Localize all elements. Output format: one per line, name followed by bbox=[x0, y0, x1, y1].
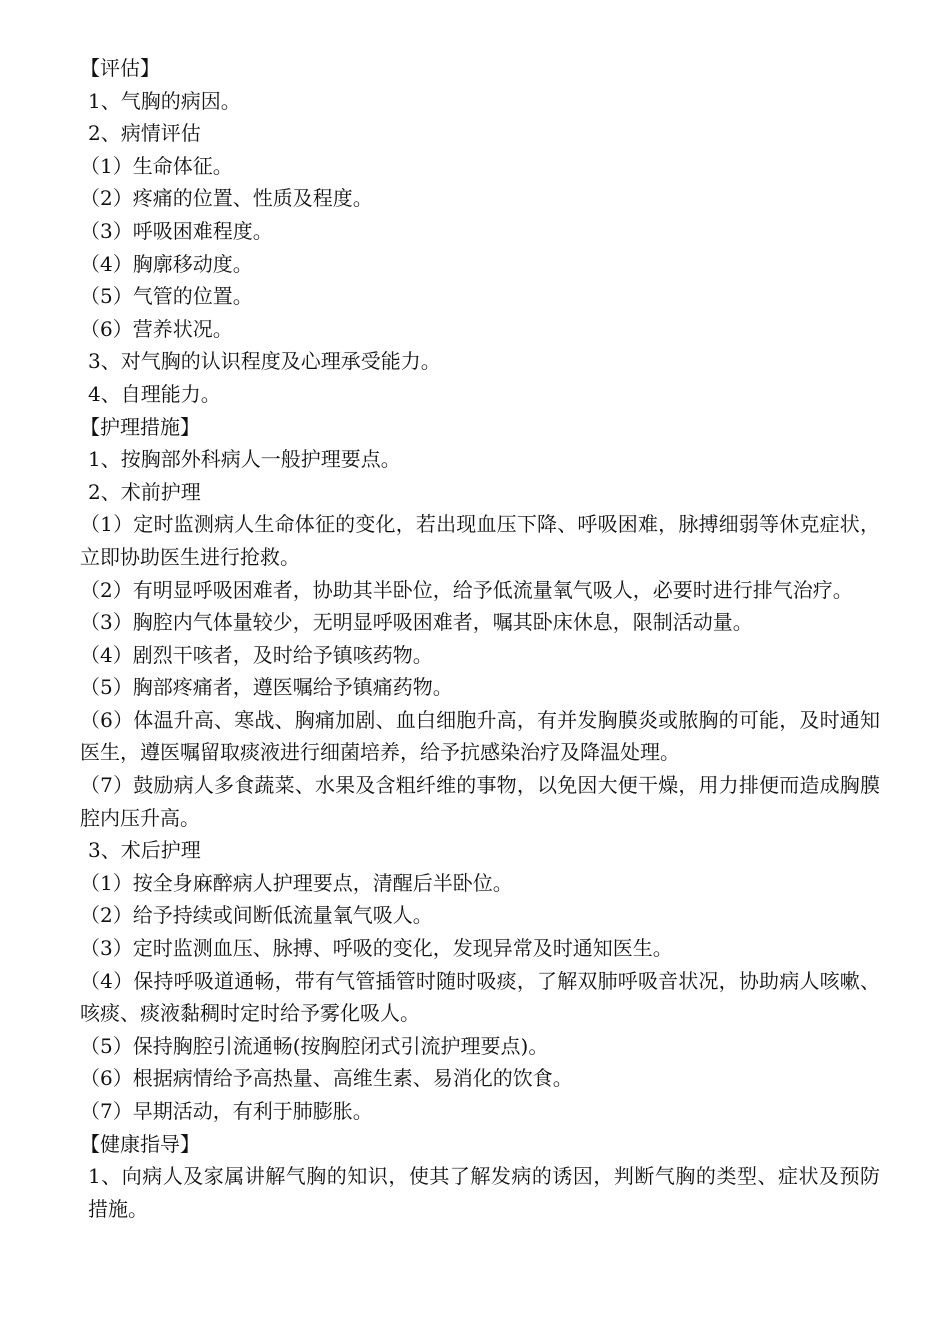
nursing-preop-item-6: （6）体温升高、寒战、胸痛加剧、血白细胞升高，有并发胸膜炎或脓胸的可能，及时通知医生，遵医嘱留取痰液进行细菌培养，给予抗感染治疗及降温处理。 bbox=[80, 707, 880, 765]
assessment-item-2-3: （3）呼吸困难程度。 bbox=[80, 218, 273, 243]
section-heading-assessment: 【评估】 bbox=[80, 56, 160, 80]
nursing-postop-item-5: （5）保持胸腔引流通畅(按胸腔闭式引流护理要点)。 bbox=[80, 1033, 549, 1058]
assessment-item-4: 4、自理能力。 bbox=[88, 381, 221, 406]
nursing-preop-item-7: （7）鼓励病人多食蔬菜、水果及含粗纤维的事物，以免因大便干燥，用力排便而造成胸膜腔内压升高。 bbox=[80, 773, 880, 830]
assessment-item-2: 2、病情评估 bbox=[88, 121, 201, 146]
nursing-postop-item-4: （4）保持呼吸道通畅，带有气管插管时随时吸痰，了解双肺呼吸音状况，协助病人咳嗽、咳痰、痰液黏稠时定时给予雾化吸人。 bbox=[80, 968, 880, 1026]
nursing-postop-item-2: （2）给予持续或间断低流量氧气吸人。 bbox=[80, 903, 433, 928]
nursing-preop-item-1: （1）定时监测病人生命体征的变化，若出现血压下降、呼吸困难，脉搏细弱等休克症状，立即协助医生进行抢救。 bbox=[80, 512, 880, 569]
nursing-preop-item-5: （5）胸部疼痛者，遵医嘱给予镇痛药物。 bbox=[80, 675, 453, 700]
document-body bbox=[80, 52, 880, 1225]
assessment-item-3: 3、对气胸的认识程度及心理承受能力。 bbox=[88, 349, 441, 374]
nursing-postop-item-1: （1）按全身麻醉病人护理要点，清醒后半卧位。 bbox=[80, 870, 513, 895]
nursing-postop-item-3: （3）定时监测血压、脉搏、呼吸的变化，发现异常及时通知医生。 bbox=[80, 936, 673, 961]
assessment-item-2-4: （4）胸廓移动度。 bbox=[80, 251, 253, 276]
assessment-item-2-5: （5）气管的位置。 bbox=[80, 284, 253, 309]
nursing-preop-item-2: （2）有明显呼吸困难者，协助其半卧位，给予低流量氧气吸人，必要时进行排气治疗。 bbox=[80, 577, 853, 602]
assessment-item-2-2: （2）疼痛的位置、性质及程度。 bbox=[80, 186, 373, 211]
nursing-preop-item-4: （4）剧烈干咳者，及时给予镇咳药物。 bbox=[80, 642, 433, 667]
section-heading-guidance: 【健康指导】 bbox=[80, 1131, 200, 1156]
nursing-item-2: 2、术前护理 bbox=[88, 479, 201, 504]
nursing-postop-item-6: （6）根据病情给予高热量、高维生素、易消化的饮食。 bbox=[80, 1066, 573, 1091]
nursing-preop-item-3: （3）胸腔内气体量较少，无明显呼吸困难者，嘱其卧床休息，限制活动量。 bbox=[80, 610, 753, 635]
nursing-item-3: 3、术后护理 bbox=[88, 838, 201, 863]
nursing-item-1: 1、按胸部外科病人一般护理要点。 bbox=[88, 447, 401, 472]
guidance-item-1: 1、向病人及家属讲解气胸的知识，使其了解发病的诱因，判断气胸的类型、症状及预防措施。 bbox=[88, 1164, 880, 1221]
assessment-item-2-1: （1）生命体征。 bbox=[80, 153, 233, 178]
assessment-item-1: 1、气胸的病因。 bbox=[88, 88, 241, 113]
assessment-item-2-6: （6）营养状况。 bbox=[80, 316, 233, 341]
nursing-postop-item-7: （7）早期活动，有利于肺膨胀。 bbox=[80, 1099, 373, 1123]
section-heading-nursing: 【护理措施】 bbox=[80, 414, 200, 439]
